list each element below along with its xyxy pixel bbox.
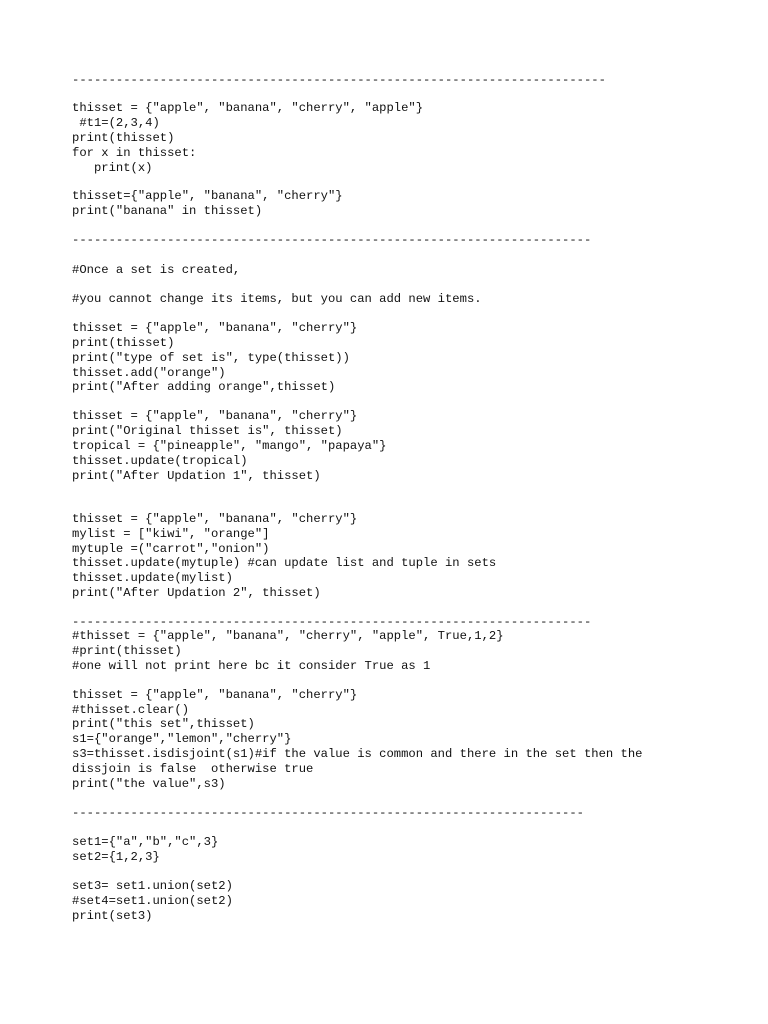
comment-line: #thisset = {"apple", "banana", "cherry", "apple", True,1,2}: [72, 629, 504, 643]
comment-line: #print(thisset): [72, 644, 182, 658]
code-line: mylist = ["kiwi", "orange"]: [72, 527, 270, 541]
code-line: print("After Updation 1", thisset): [72, 469, 321, 483]
code-line: set1={"a","b","c",3}: [72, 835, 219, 849]
code-line: print(x): [72, 161, 153, 175]
code-line: print("banana" in thisset): [72, 204, 263, 218]
code-line: print(thisset): [72, 336, 175, 350]
separator-line: -------------------------------------------------------------------------: [72, 73, 606, 87]
code-line: s3=thisset.isdisjoint(s1)#if the value is common and there in the set then the: [72, 747, 643, 761]
comment-line: #Once a set is created,: [72, 263, 241, 277]
code-line: #set4=set1.union(set2): [72, 894, 233, 908]
code-line: thisset = {"apple", "banana", "cherry"}: [72, 409, 358, 423]
code-line: thisset={"apple", "banana", "cherry"}: [72, 189, 343, 203]
code-line: set3= set1.union(set2): [72, 879, 233, 893]
code-line: set2={1,2,3}: [72, 850, 160, 864]
code-line: thisset = {"apple", "banana", "cherry", "apple"}: [72, 101, 424, 115]
code-line: thisset = {"apple", "banana", "cherry"}: [72, 512, 358, 526]
code-line: thisset.add("orange"): [72, 366, 226, 380]
code-line: print(thisset): [72, 131, 175, 145]
code-line: #thisset.clear(): [72, 703, 190, 717]
code-line: s1={"orange","lemon","cherry"}: [72, 732, 292, 746]
code-line: #t1=(2,3,4): [72, 116, 160, 130]
comment-line: #one will not print here bc it consider True as 1: [72, 659, 431, 673]
code-line: print("the value",s3): [72, 777, 226, 791]
separator-line: -----------------------------------------------------------------------: [72, 615, 592, 629]
code-line: thisset = {"apple", "banana", "cherry"}: [72, 688, 358, 702]
separator-line: -----------------------------------------------------------------------: [72, 233, 592, 247]
code-line: print("type of set is", type(thisset)): [72, 351, 350, 365]
code-line: dissjoin is false otherwise true: [72, 762, 314, 776]
code-line: for x in thisset:: [72, 146, 197, 160]
code-line: thisset.update(mytuple) #can update list and tuple in sets: [72, 556, 497, 570]
code-line: thisset.update(mylist): [72, 571, 233, 585]
code-line: tropical = {"pineapple", "mango", "papaya"}: [72, 439, 387, 453]
code-line: print("this set",thisset): [72, 717, 255, 731]
code-line: print("After adding orange",thisset): [72, 380, 336, 394]
code-line: thisset.update(tropical): [72, 454, 248, 468]
code-line: thisset = {"apple", "banana", "cherry"}: [72, 321, 358, 335]
code-line: print(set3): [72, 909, 153, 923]
code-line: mytuple =("carrot","onion"): [72, 542, 270, 556]
separator-line: ----------------------------------------------------------------------: [72, 806, 584, 820]
comment-line: #you cannot change its items, but you can add new items.: [72, 292, 482, 306]
code-line: print("Original thisset is", thisset): [72, 424, 343, 438]
code-line: print("After Updation 2", thisset): [72, 586, 321, 600]
